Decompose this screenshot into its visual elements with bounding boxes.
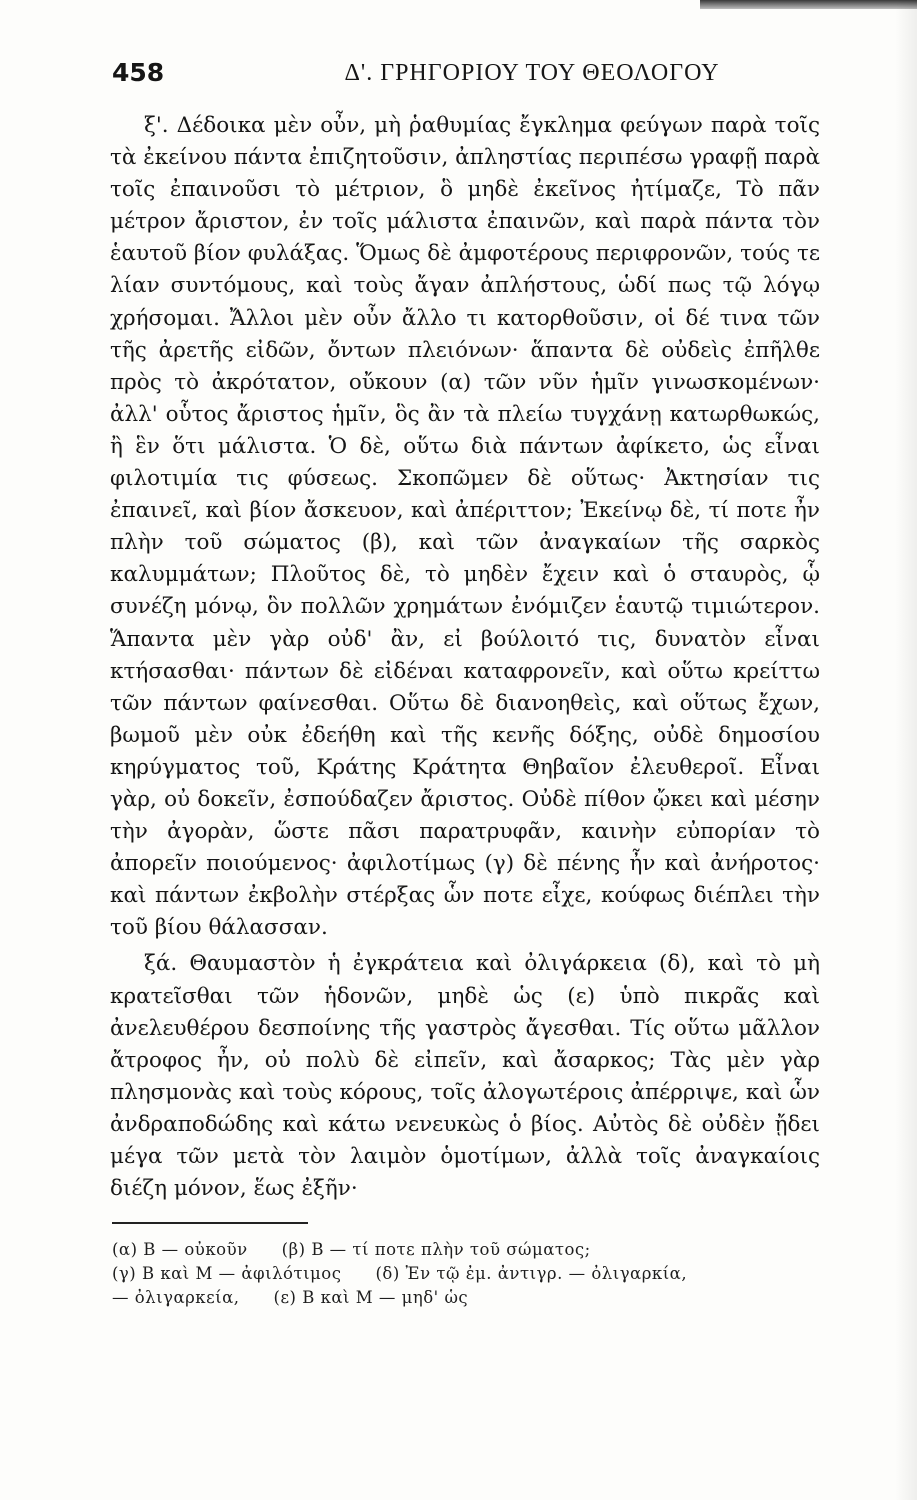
scan-edge-shadow: [700, 0, 917, 9]
footnote-a: (α) Β — οὐκοῦν: [112, 1240, 248, 1259]
footnote-line: [112, 1238, 812, 1262]
footnote-line: [112, 1286, 812, 1310]
footnote-b: (β) Β — τί ποτε πλὴν τοῦ σώματος;: [281, 1240, 591, 1259]
running-title: Δ'. ΓΡΗΓΟΡΙΟΥ ΤΟΥ ΘΕΟΛΟΓΟΥ: [344, 60, 720, 86]
paragraph-60: ξ'. Δέδοικα μὲν οὖν, μὴ ῥαθυμίας ἔγκλημα φεύγων παρὰ τοῖς τὰ ἐκείνου πάντα ἐπιζητοῦσιν, ἀπληστίας περιπέσω γραφῇ παρὰ τοῖς ἐπαινοῦσι τὸ μέτριον, ὃ μηδὲ ἐκεῖνος ἠτίμαζε, Τὸ πᾶν μέτρον ἄριστον, ἐν τοῖς μάλιστα ἐπαινῶν, καὶ παρὰ πάντα τὸν ἑαυτοῦ βίον φυλάξας. Ὅμως δὲ ἀμφοτέρους περιφρονῶν, τούς τε λίαν συντόμους, καὶ τοὺς ἄγαν ἀπλήστους, ὡδί πως τῷ λόγῳ χρήσομαι. Ἄλλοι μὲν οὖν ἄλλο τι κατορθοῦσιν, οἱ δέ τινα τῶν τῆς ἀρετῆς εἰδῶν, ὄντων πλειόνων· ἅπαντα δὲ οὐδεὶς ἐπῆλθε πρὸς τὸ ἀκρότατον, οὔκουν (α) τῶν νῦν ἡμῖν γινωσκομένων· ἀλλ' οὗτος ἄριστος ἡμῖν, ὃς ἂν τὰ πλείω τυγχάνῃ κατωρθωκώς, ἢ ἓν ὅτι μάλιστα. Ὁ δὲ, οὕτω διὰ πάντων ἀφίκετο, ὡς εἶναι φιλοτιμία τις φύσεως. Σκοπῶμεν δὲ οὕτως· Ἀκτησίαν τις ἐπαινεῖ, καὶ βίον ἄσκευον, καὶ ἀπέριττον; Ἐκείνῳ δὲ, τί ποτε ἦν πλὴν τοῦ σώματος (β), καὶ τῶν ἀναγκαίων τῆς σαρκὸς καλυμμάτων; Πλοῦτος δὲ, τὸ μηδὲν ἔχειν καὶ ὁ σταυρὸς, ᾧ συνέζη μόνῳ, ὃν πολλῶν χρημάτων ἐνόμιζεν ἑαυτῷ τιμιώτερον. Ἅπαντα μὲν γὰρ οὐδ' ἂν, εἰ βούλοιτό τις, δυνατὸν εἶναι κτήσασθαι· πάντων δὲ εἰδέναι καταφρονεῖν, καὶ οὕτω κρείττω τῶν πάντων φαίνεσθαι. Οὕτω δὲ διανοηθεὶς, καὶ οὕτως ἔχων, βωμοῦ μὲν οὐκ ἐδεήθη καὶ τῆς κενῆς δόξης, οὐδὲ δημοσίου κηρύγματος τοῦ, Κράτης Κράτητα Θηβαῖον ἐλευθεροῖ. Εἶναι γὰρ, οὐ δοκεῖν, ἐσπούδαζεν ἄριστος. Οὐδὲ πίθον ᾤκει καὶ μέσην τὴν ἀγορὰν, ὥστε πᾶσι παρατρυφᾶν, καινὴν εὐπορίαν τὸ ἀπορεῖν ποιούμενος· ἀφιλοτίμως (γ) δὲ πένης ἦν καὶ ἀνήροτος· καὶ πάντων ἐκβολὴν στέρξας ὧν ποτε εἶχε, κούφως διέπλει τὴν τοῦ βίου θάλασσαν.: [110, 113, 820, 941]
page-number: 458: [112, 58, 165, 87]
footnote-rule: [112, 1222, 308, 1224]
page-edge-shading: [895, 0, 917, 1500]
footnote-c: (γ) Β καὶ Μ — ἀφιλότιμος: [112, 1264, 342, 1283]
page-header: [112, 58, 820, 94]
main-text: [110, 110, 820, 1205]
footnote-d-continued: — ὀλιγαρκεία,: [112, 1288, 240, 1307]
footnote-d: (δ) Ἐν τῷ ἐμ. ἀντιγρ. — ὀλιγαρκία,: [375, 1264, 688, 1283]
footnote-e: (ε) Β καὶ Μ — μηδ' ὡς: [273, 1288, 469, 1307]
paragraph-61: ξά. Θαυμαστὸν ἡ ἐγκράτεια καὶ ὀλιγάρκεια (δ), καὶ τὸ μὴ κρατεῖσθαι τῶν ἡδονῶν, μηδὲ ὡς (ε) ὑπὸ πικρᾶς καὶ ἀνελευθέρου δεσποίνης τῆς γαστρὸς ἄγεσθαι. Τίς οὕτω μᾶλλον ἄτροφος ἦν, οὐ πολὺ δὲ εἰπεῖν, καὶ ἄσαρκος; Τὰς μὲν γὰρ πλησμονὰς καὶ τοὺς κόρους, τοῖς ἀλογωτέροις ἀπέρριψε, καὶ ὧν ἀνδραποδώδης καὶ κάτω νενευκὼς ὁ βίος. Αὐτὸς δὲ οὐδὲν ᾔδει μέγα τῶν μετὰ τὸν λαιμὸν ὁμοτίμων, ἀλλὰ τοῖς ἀναγκαίοις διέζη μόνον, ἕως ἐξῆν·: [110, 951, 820, 1202]
footnotes: [112, 1238, 812, 1310]
footnote-line: [112, 1262, 812, 1286]
